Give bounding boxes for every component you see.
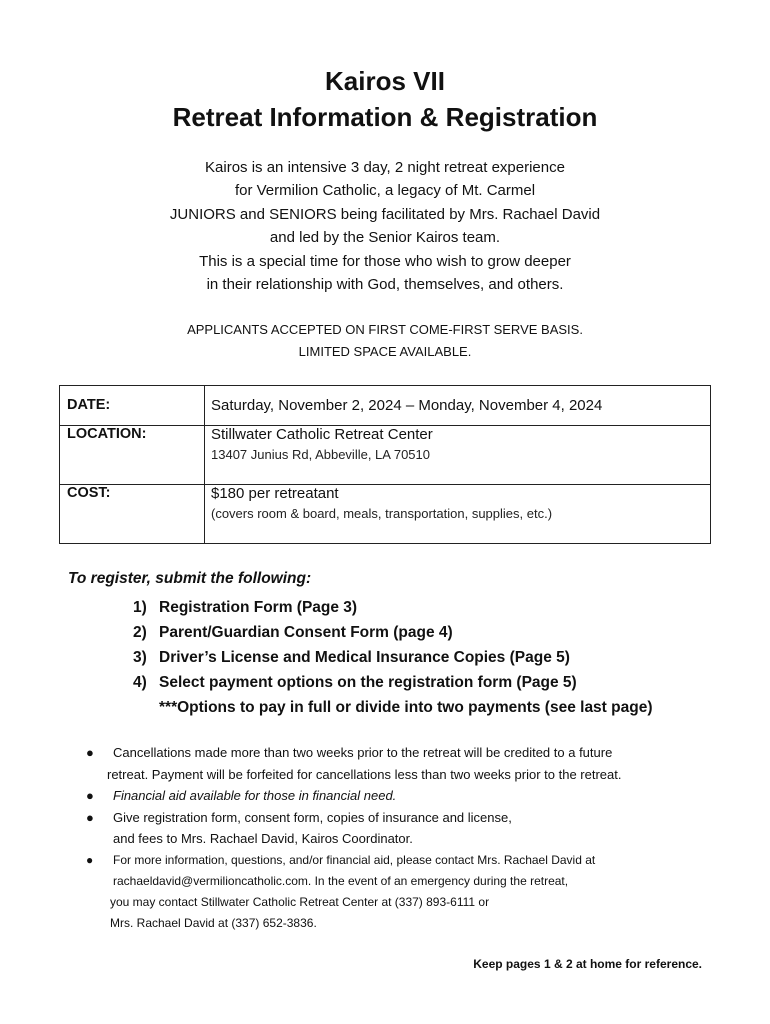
- bullet-line: Cancellations made more than two weeks prior to the retreat will be credited to a future: [113, 745, 613, 760]
- notice-line: APPLICANTS ACCEPTED ON FIRST COME-FIRST SERVE BASIS.: [187, 322, 583, 337]
- bullet-icon: ●: [86, 788, 94, 803]
- bullet-text: [113, 785, 396, 807]
- location-cell: [205, 426, 711, 485]
- page-subtitle: Retreat Information & Registration: [172, 102, 598, 132]
- bullet-line: you may contact Stillwater Catholic Retreat Center at (337) 893-6111 or: [110, 894, 490, 909]
- payment-options-note: ***Options to pay in full or divide into two payments (see last page): [159, 699, 653, 716]
- intro-line: and led by the Senior Kairos team.: [269, 229, 501, 247]
- intro-line: JUNIORS and SENIORS being facilitated by Mrs. Rachael David: [169, 205, 601, 223]
- bullet-line: Financial aid available for those in financial need.: [113, 788, 397, 803]
- bullet-icon: ●: [86, 745, 94, 760]
- bullet-line: and fees to Mrs. Rachael David, Kairos Coordinator.: [113, 831, 413, 846]
- cost-value: $180 per retreatant: [211, 485, 339, 502]
- date-label: DATE:: [60, 386, 205, 426]
- location-label: LOCATION:: [60, 426, 205, 485]
- notice-line: LIMITED SPACE AVAILABLE.: [298, 344, 472, 359]
- bullet-line: Mrs. Rachael David at (337) 652-3836.: [110, 915, 317, 930]
- list-item: [133, 595, 653, 620]
- intro-paragraph: [0, 156, 770, 296]
- list-item: [133, 645, 653, 670]
- register-heading: To register, submit the following:: [68, 570, 312, 587]
- list-item: [133, 670, 653, 695]
- contact-email-line[interactable]: rachaeldavid@vermilioncatholic.com. In the event of an emergency during the retreat,: [113, 873, 569, 888]
- intro-line: This is a special time for those who wish to grow deeper: [199, 252, 571, 270]
- footer-note: Keep pages 1 & 2 at home for reference.: [473, 957, 702, 971]
- bullet-icon: ●: [86, 809, 94, 825]
- bullet-text: [107, 742, 622, 785]
- cost-cell: [205, 485, 711, 544]
- table-row-location: [60, 426, 711, 485]
- page-title: Kairos VII: [325, 66, 445, 96]
- cost-label: COST:: [60, 485, 205, 544]
- bullet-contact: [86, 850, 726, 934]
- table-row-date: [60, 386, 711, 426]
- bullet-line: For more information, questions, and/or financial aid, please contact Mrs. Rachael David at: [113, 852, 596, 867]
- list-text: Registration Form (Page 3): [159, 599, 358, 616]
- list-number: 3): [133, 649, 147, 666]
- list-text: Parent/Guardian Consent Form (page 4): [159, 624, 453, 641]
- cost-details: (covers room & board, meals, transportation, supplies, etc.): [211, 506, 553, 521]
- table-row-cost: [60, 485, 711, 544]
- date-value: Saturday, November 2, 2024 – Monday, November 4, 2024: [205, 386, 711, 426]
- list-text: Select payment options on the registration form (Page 5): [159, 674, 577, 691]
- register-list: [133, 595, 653, 720]
- list-number: 4): [133, 674, 147, 691]
- list-number: 1): [133, 599, 147, 616]
- list-item: [133, 620, 653, 645]
- intro-line: in their relationship with God, themselves, and others.: [206, 276, 564, 294]
- applicant-notice: [0, 319, 770, 363]
- intro-line: Kairos is an intensive 3 day, 2 night retreat experience: [205, 159, 565, 176]
- bullet-financial-aid: [86, 785, 726, 807]
- bullet-text: [110, 850, 596, 934]
- policy-bullets: [86, 742, 726, 934]
- location-value: Stillwater Catholic Retreat Center: [211, 426, 433, 443]
- bullet-icon: ●: [86, 852, 94, 867]
- bullet-line: retreat. Payment will be forfeited for cancellations less than two weeks prior to the retreat.: [107, 766, 622, 782]
- bullet-line: Give registration form, consent form, copies of insurance and license,: [113, 809, 512, 825]
- list-number: 2): [133, 624, 147, 641]
- location-address: 13407 Junius Rd, Abbeville, LA 70510: [211, 447, 431, 462]
- list-text: Driver’s License and Medical Insurance Copies (Page 5): [159, 649, 570, 666]
- bullet-cancellations: [86, 742, 726, 785]
- bullet-text: [113, 807, 512, 850]
- bullet-submission: [86, 807, 726, 850]
- intro-line: for Vermilion Catholic, a legacy of Mt. Carmel: [234, 182, 536, 200]
- retreat-info-table: [59, 385, 711, 544]
